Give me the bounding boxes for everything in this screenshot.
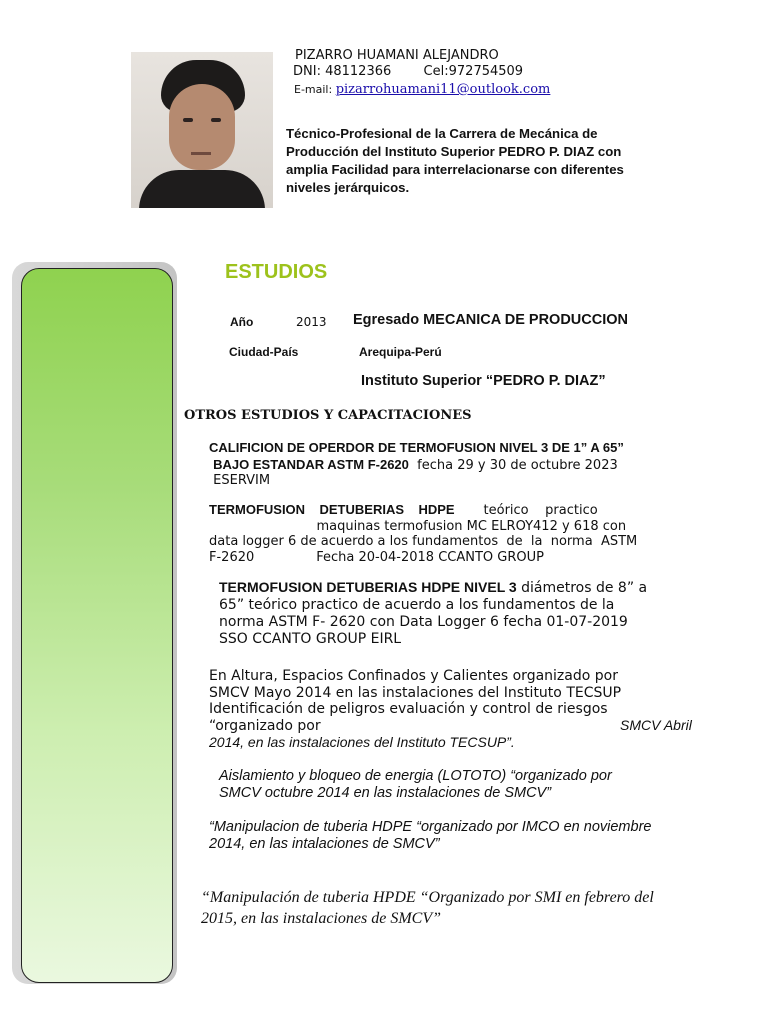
email-link[interactable]: pizarrohuamani11@outlook.com bbox=[335, 82, 551, 97]
email-label: E-mail: bbox=[294, 83, 333, 96]
item-line-rest: fecha 29 y 30 de octubre 2023 bbox=[408, 457, 618, 473]
institute: Instituto Superior “PEDRO P. DIAZ” bbox=[361, 373, 606, 389]
item-line-bold: TERMOFUSION DETUBERIAS HDPE bbox=[209, 502, 455, 517]
list-item bbox=[219, 579, 647, 648]
list-item bbox=[201, 887, 654, 929]
item-line-bold: BAJO ESTANDAR ASTM F-2620 bbox=[213, 456, 409, 472]
dni-value: 48112366 bbox=[325, 64, 392, 79]
item-line: Aislamiento y bloqueo de energia (LOTOTO) “organizado por bbox=[219, 768, 612, 784]
item-line: “Manipulacion de tuberia HDPE “organizado por IMCO en noviembre bbox=[209, 819, 652, 835]
item-line: “organizado por bbox=[209, 717, 321, 734]
year-label: Año bbox=[230, 315, 254, 329]
cel-value: 972754509 bbox=[448, 64, 524, 79]
item-line: SMCV octubre 2014 en las instalaciones de SMCV” bbox=[219, 785, 552, 801]
dni-label: DNI: bbox=[293, 64, 321, 79]
item-line: Fecha 20-04-2018 CCANTO GROUP bbox=[316, 549, 544, 565]
cel-label: Cel: bbox=[423, 64, 449, 79]
item-line: CALIFICION DE OPERDOR DE TERMOFUSION NIVEL 3 DE 1” A 65” bbox=[209, 440, 624, 455]
profile-photo bbox=[131, 52, 273, 208]
item-line: ESERVIM bbox=[213, 473, 271, 488]
list-item bbox=[209, 440, 624, 489]
item-line: En Altura, Espacios Confinados y Calientes organizado por bbox=[209, 668, 618, 684]
item-line: 2014, en las intalaciones de SMCV” bbox=[209, 836, 440, 852]
list-item bbox=[209, 819, 651, 853]
green-sidebar bbox=[21, 268, 173, 983]
dni-line bbox=[293, 64, 523, 79]
item-line: data logger 6 de acuerdo a los fundamentos de la norma ASTM bbox=[209, 534, 638, 549]
city-label: Ciudad-País bbox=[229, 345, 299, 359]
item-line: SMCV Abril bbox=[620, 717, 692, 733]
degree: Egresado MECANICA DE PRODUCCION bbox=[353, 312, 628, 328]
profile-summary: Técnico-Profesional de la Carrera de Mecánica de Producción del Instituto Superior PEDRO P. DIAZ con amplia Facilidad para interrelacionarse con diferentes niveles jerárquicos. bbox=[286, 126, 624, 195]
item-line-rest: teórico practico bbox=[483, 503, 598, 518]
city-value: Arequipa-Perú bbox=[359, 345, 442, 359]
item-line: Identificación de peligros evaluación y control de riesgos bbox=[209, 701, 608, 717]
item-line: 65” teórico practico de acuerdo a los fundamentos de la bbox=[219, 597, 615, 613]
item-line-rest: diámetros de 8” a bbox=[516, 580, 648, 596]
item-line: maquinas termofusion MC ELROY412 y 618 con bbox=[316, 518, 627, 534]
estudios-heading: ESTUDIOS bbox=[225, 261, 328, 283]
person-name: PIZARRO HUAMANI ALEJANDRO bbox=[295, 48, 499, 63]
list-item bbox=[209, 502, 637, 565]
year-value: 2013 bbox=[296, 315, 327, 329]
item-line: F-2620 bbox=[209, 549, 255, 565]
email-line bbox=[294, 82, 550, 97]
item-line: 2015, en las instalaciones de SMCV” bbox=[201, 910, 441, 927]
item-line: SSO CCANTO GROUP EIRL bbox=[219, 631, 402, 647]
otros-heading: OTROS ESTUDIOS Y CAPACITACIONES bbox=[184, 408, 472, 423]
item-line: norma ASTM F- 2620 con Data Logger 6 fecha 01-07-2019 bbox=[219, 614, 628, 630]
item-line: SMCV Mayo 2014 en las instalaciones del Instituto TECSUP bbox=[209, 684, 622, 701]
list-item bbox=[219, 768, 612, 802]
item-line: “Manipulación de tuberia HPDE “Organizado por SMI en febrero del bbox=[201, 889, 654, 906]
item-line: 2014, en las instalaciones del Instituto TECSUP”. bbox=[209, 734, 515, 750]
list-item bbox=[209, 668, 621, 734]
item-line-bold: TERMOFUSION DETUBERIAS HDPE NIVEL 3 bbox=[219, 579, 517, 595]
